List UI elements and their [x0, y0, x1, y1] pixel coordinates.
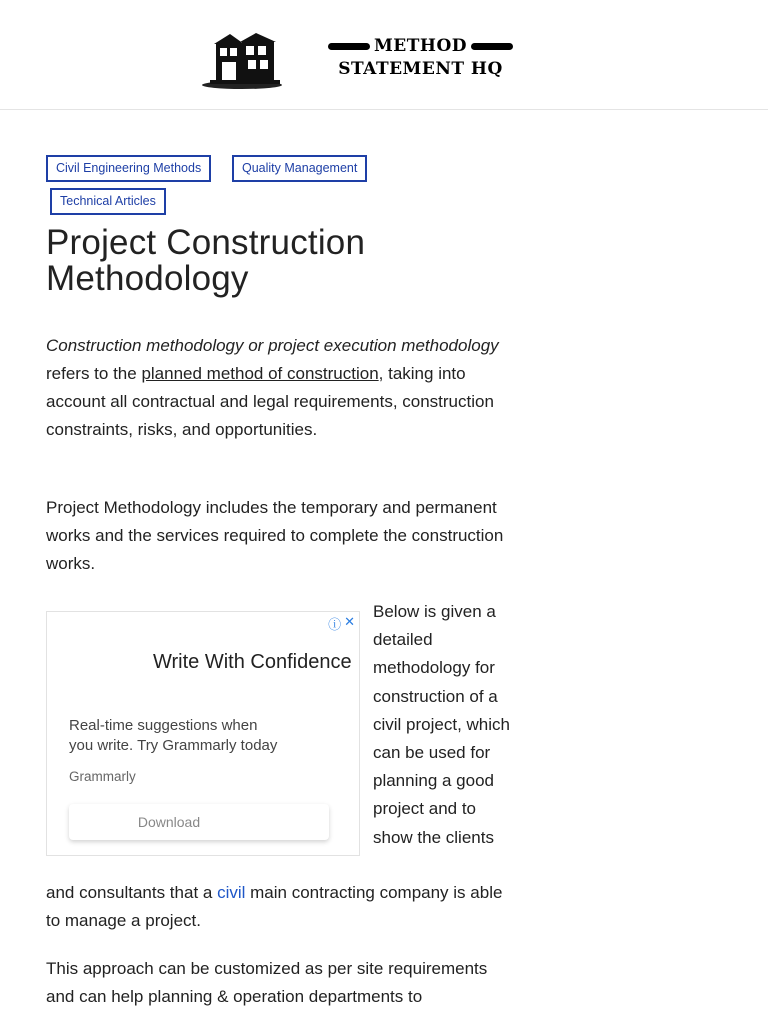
ad-content: [47, 612, 352, 857]
methodology-paragraph: Project Methodology includes the temporary and permanent works and the services required to complete the construction works.: [46, 498, 504, 573]
ad-headline: Write With Confidence: [153, 651, 352, 673]
advertisement[interactable]: [46, 611, 360, 856]
ad-controls: [328, 614, 355, 633]
logo-wordmark: [318, 36, 523, 82]
site-header: [0, 0, 768, 110]
category-tag-technical-articles[interactable]: Technical Articles: [50, 188, 166, 215]
ad-download-button[interactable]: Download: [69, 804, 329, 840]
ad-info-icon[interactable]: ⓘ: [328, 617, 342, 632]
intro-paragraph: [46, 332, 508, 444]
intro-text-1: refers to the: [46, 364, 142, 383]
continued-text: [46, 879, 508, 935]
planned-method-link[interactable]: planned method of construction: [141, 364, 379, 383]
page-title: Project Construction Methodology: [46, 223, 366, 298]
site-logo-link[interactable]: [200, 30, 530, 92]
category-tag-civil-engineering[interactable]: Civil Engineering Methods: [46, 155, 211, 182]
customization-paragraph: This approach can be customized as per site requirements and can help planning & operation departments to: [46, 959, 488, 1006]
logo-bar-right: [471, 43, 513, 50]
logo-bar-left: [328, 43, 370, 50]
ad-close-icon[interactable]: ✕: [344, 614, 355, 629]
house-logo-icon: [200, 30, 284, 92]
continued-text-2: main contracting company is able to manage a project.: [46, 883, 503, 930]
intro-text-2: , taking into account all contractual and legal requirements, construction constraints, risks, and opportunities.: [46, 364, 494, 439]
category-tag-quality-management[interactable]: Quality Management: [232, 155, 367, 182]
intro-italic: Construction methodology or project execution methodology: [46, 336, 499, 355]
ad-brand: Grammarly: [69, 769, 136, 784]
logo-line2: STATEMENT HQ: [338, 59, 503, 79]
continued-text-1: and consultants that a: [46, 883, 218, 902]
wrapped-text: Below is given a detailed methodology for construction of a civil project, which can be used for planning a good project and to show the clients: [373, 602, 510, 847]
logo-line1: METHOD: [373, 36, 468, 56]
ad-body: Real-time suggestions when you write. Try Grammarly today: [69, 717, 278, 754]
civil-link[interactable]: civil: [217, 883, 246, 902]
